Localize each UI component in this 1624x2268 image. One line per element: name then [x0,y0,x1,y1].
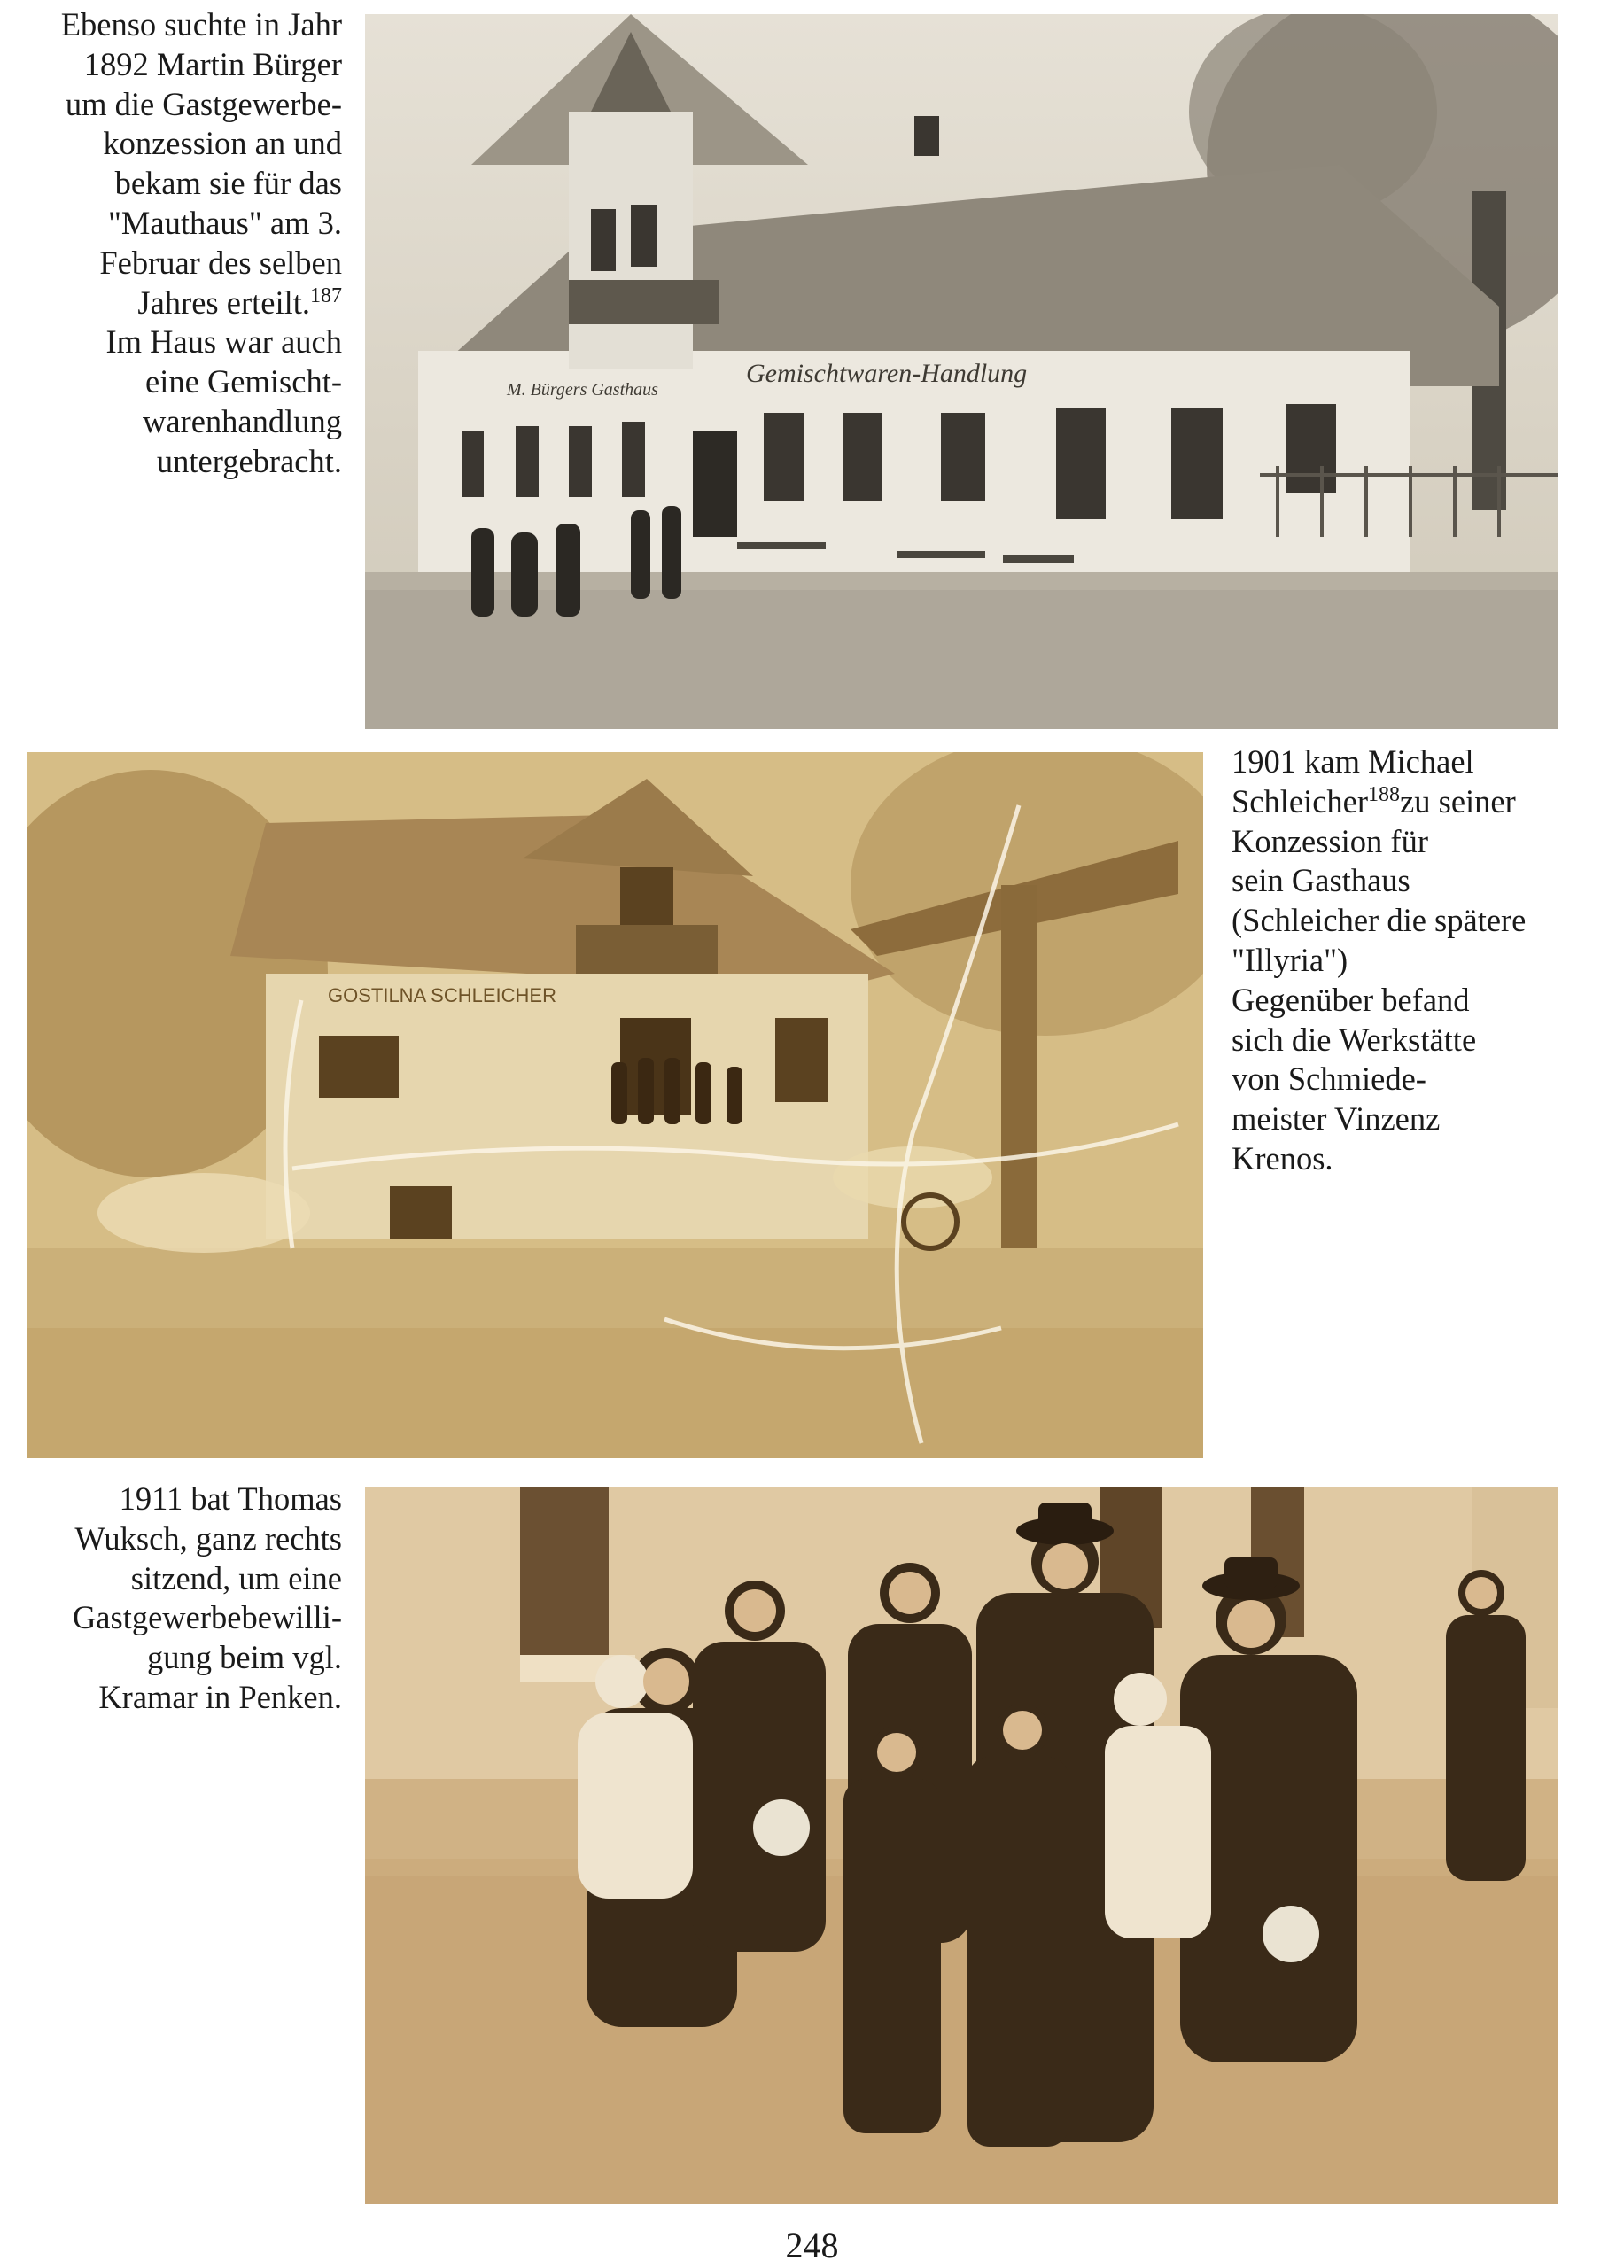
caption-line: konzession an und [103,125,342,162]
sign-gemischtwaren-handlung: Gemischtwaren-Handlung [746,359,1028,388]
caption-line: sitzend, um eine [130,1559,342,1596]
photo-family-wuksch [365,1487,1558,2204]
caption-line: um die Gastgewerbe- [65,85,342,122]
caption-line: Februar des selben [99,244,342,281]
caption-line: Gegenüber befand [1232,981,1470,1018]
sign-buergers-gasthaus: M. Bürgers Gasthaus [507,380,658,400]
caption-line: "Mauthaus" am 3. [108,204,342,241]
caption-line: "Illyria") [1232,941,1348,978]
caption-line: bekam sie für das [114,165,342,202]
caption-line: sich die Werkstätte [1232,1021,1477,1058]
caption-line: Gastgewerbebewilli- [72,1599,342,1636]
caption-line: untergebracht. [156,442,342,479]
caption-line: Im Haus war auch [105,323,342,361]
caption-line: 1901 kam Michael [1232,743,1474,780]
caption-thomas-wuksch [27,1480,342,1718]
caption-line: 1892 Martin Bürger [83,45,342,82]
sign-gostilna-schleicher: GOSTILNA SCHLEICHER [328,984,556,1006]
caption-line: Jahres erteilt.$^{187}$ [137,284,342,321]
footnote-marker: 188 [1368,782,1401,806]
caption-line: Ebenso suchte in Jahr [60,6,342,43]
caption-line: Kramar in Penken. [98,1678,342,1715]
caption-line: (Schleicher die spätere [1232,902,1527,939]
photo-gasthaus-schleicher [27,752,1203,1458]
caption-line: 1911 bat Thomas [119,1480,342,1517]
caption-line: Krenos. [1232,1139,1333,1177]
caption-michael-schleicher [1232,742,1604,1179]
caption-line: Konzession für [1232,822,1428,859]
photo-mauthaus-buergers-gasthaus [365,14,1558,729]
caption-line: Wuksch, ganz rechts [74,1519,342,1557]
caption-line: meister Vinzenz [1232,1100,1441,1138]
caption-line: gung beim vgl. [147,1639,342,1676]
caption-line: eine Gemischt- [145,363,342,400]
caption-line: Schleicher$^{188}$zu seiner [1232,782,1516,819]
caption-line: sein Gasthaus [1232,862,1410,899]
caption-martin-buerger [27,5,342,482]
caption-line: warenhandlung [142,402,342,439]
page-number: 248 [785,2225,839,2265]
caption-line: von Schmiede- [1232,1060,1426,1098]
footnote-marker: 187 [310,284,342,307]
